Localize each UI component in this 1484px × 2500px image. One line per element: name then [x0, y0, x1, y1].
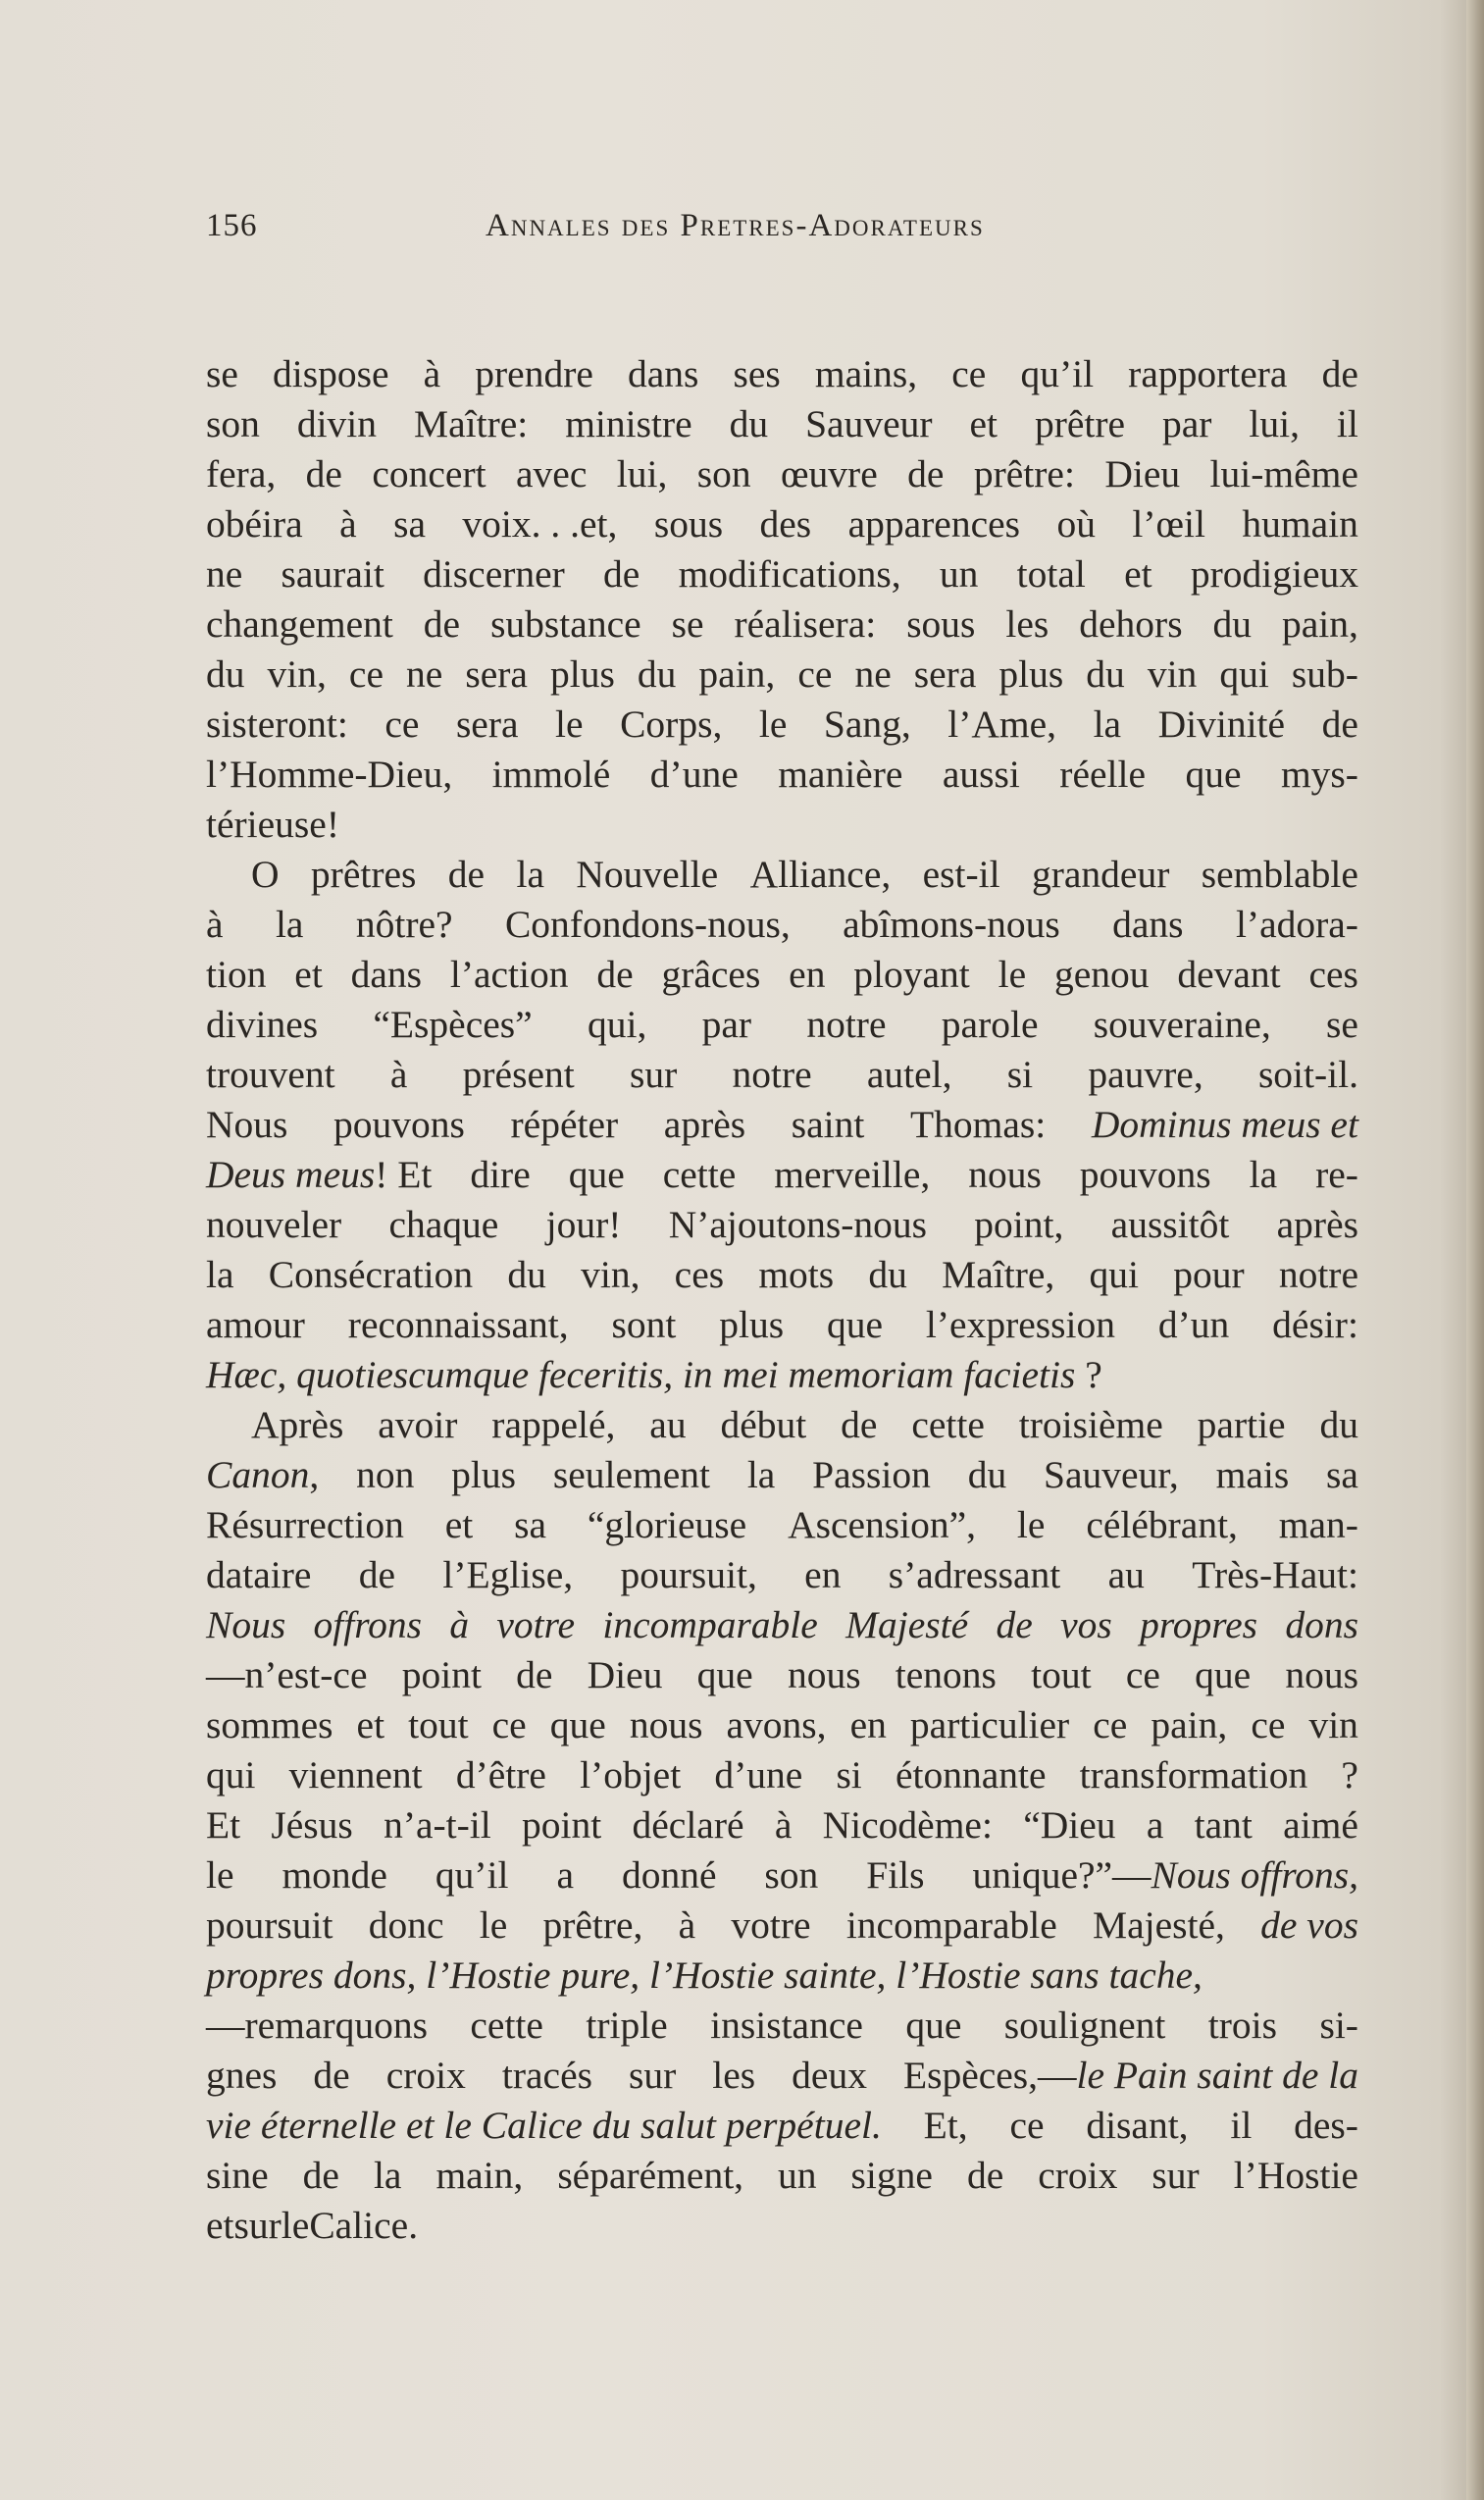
page-header	[206, 208, 1089, 257]
text-line: du vin, ce ne sera plus du pain, ce ne sera plus du vin qui sub-	[206, 652, 1358, 696]
text-line: son divin Maître: ministre du Sauveur et prêtre par lui, il	[206, 402, 1358, 445]
text-line: nouveler chaque jour! N’ajoutons-nous point, aussitôt après	[206, 1203, 1358, 1246]
text-line: Résurrection et sa “glorieuse Ascension”, le célébrant, man-	[206, 1503, 1358, 1546]
text-line: la Consécration du vin, ces mots du Maître, qui pour notre	[206, 1253, 1358, 1296]
page-number: 156	[206, 208, 258, 243]
text-line: divines “Espèces” qui, par notre parole souveraine, se	[206, 1003, 1358, 1046]
body-text	[206, 349, 1358, 2251]
text-line: —n’est-ce point de Dieu que nous tenons tout ce que nous	[206, 1653, 1358, 1696]
text-line: l’Homme-Dieu, immolé d’une manière aussi réelle que mys-	[206, 753, 1358, 796]
text-line: O prêtres de la Nouvelle Alliance, est-il grandeur semblable	[251, 853, 1358, 896]
text-line: changement de substance se réalisera: sous les dehors du pain,	[206, 602, 1358, 646]
text-line: propres dons, l’Hostie pure, l’Hostie sainte, l’Hostie sans tache,	[206, 1953, 1203, 1997]
text-line: Nous offrons à votre incomparable Majesté de vos propres dons	[206, 1603, 1358, 1646]
text-line: térieuse!	[206, 803, 339, 846]
text-line: le monde qu’il a donné son Fils unique?”—Nous offrons,	[206, 1853, 1358, 1897]
text-line: obéira à sa voix. . .et, sous des apparences où l’œil humain	[206, 502, 1358, 546]
text-line: dataire de l’Eglise, poursuit, en s’adressant au Très-Haut:	[206, 1553, 1358, 1596]
text-line: Et Jésus n’a-t-il point déclaré à Nicodème: “Dieu a tant aimé	[206, 1803, 1358, 1847]
text-line: —remarquons cette triple insistance que soulignent trois si-	[206, 2004, 1358, 2047]
text-line: sisteront: ce sera le Corps, le Sang, l’Ame, la Divinité de	[206, 703, 1358, 746]
text-line: gnes de croix tracés sur les deux Espèces,—le Pain saint de la	[206, 2054, 1358, 2097]
text-line: sine de la main, séparément, un signe de croix sur l’Hostie	[206, 2154, 1358, 2197]
text-line: amour reconnaissant, sont plus que l’expression d’un désir:	[206, 1303, 1358, 1346]
text-line: Deus meus! Et dire que cette merveille, nous pouvons la re-	[206, 1153, 1358, 1196]
text-line: Canon, non plus seulement la Passion du Sauveur, mais sa	[206, 1453, 1358, 1496]
page-edge	[1466, 0, 1484, 2500]
text-line: trouvent à présent sur notre autel, si pauvre, soit-il.	[206, 1053, 1358, 1096]
text-line: poursuit donc le prêtre, à votre incomparable Majesté, de vos	[206, 1903, 1358, 1947]
running-head: Annales des Pretres-Adorateurs	[486, 208, 985, 243]
text-line: à la nôtre? Confondons-nous, abîmons-nous dans l’adora-	[206, 903, 1358, 946]
text-line: Nous pouvons répéter après saint Thomas: Dominus meus et	[206, 1103, 1358, 1146]
text-line: sommes et tout ce que nous avons, en particulier ce pain, ce vin	[206, 1703, 1358, 1746]
text-line: se dispose à prendre dans ses mains, ce qu’il rapportera de	[206, 352, 1358, 395]
text-line: fera, de concert avec lui, son œuvre de prêtre: Dieu lui-même	[206, 452, 1358, 495]
text-line: Après avoir rappelé, au début de cette troisième partie du	[251, 1403, 1358, 1446]
text-line: qui viennent d’être l’objet d’une si étonnante transformation ?	[206, 1753, 1358, 1797]
text-line: ne saurait discerner de modifications, un total et prodigieux	[206, 552, 1358, 596]
text-line: et sur le Calice.	[206, 2204, 419, 2247]
text-line: tion et dans l’action de grâces en ployant le genou devant ces	[206, 953, 1358, 996]
text-line: Hæc, quotiescumque feceritis, in mei memoriam facietis ?	[206, 1353, 1102, 1396]
text-line: vie éternelle et le Calice du salut perpétuel. Et, ce disant, il des-	[206, 2104, 1358, 2147]
